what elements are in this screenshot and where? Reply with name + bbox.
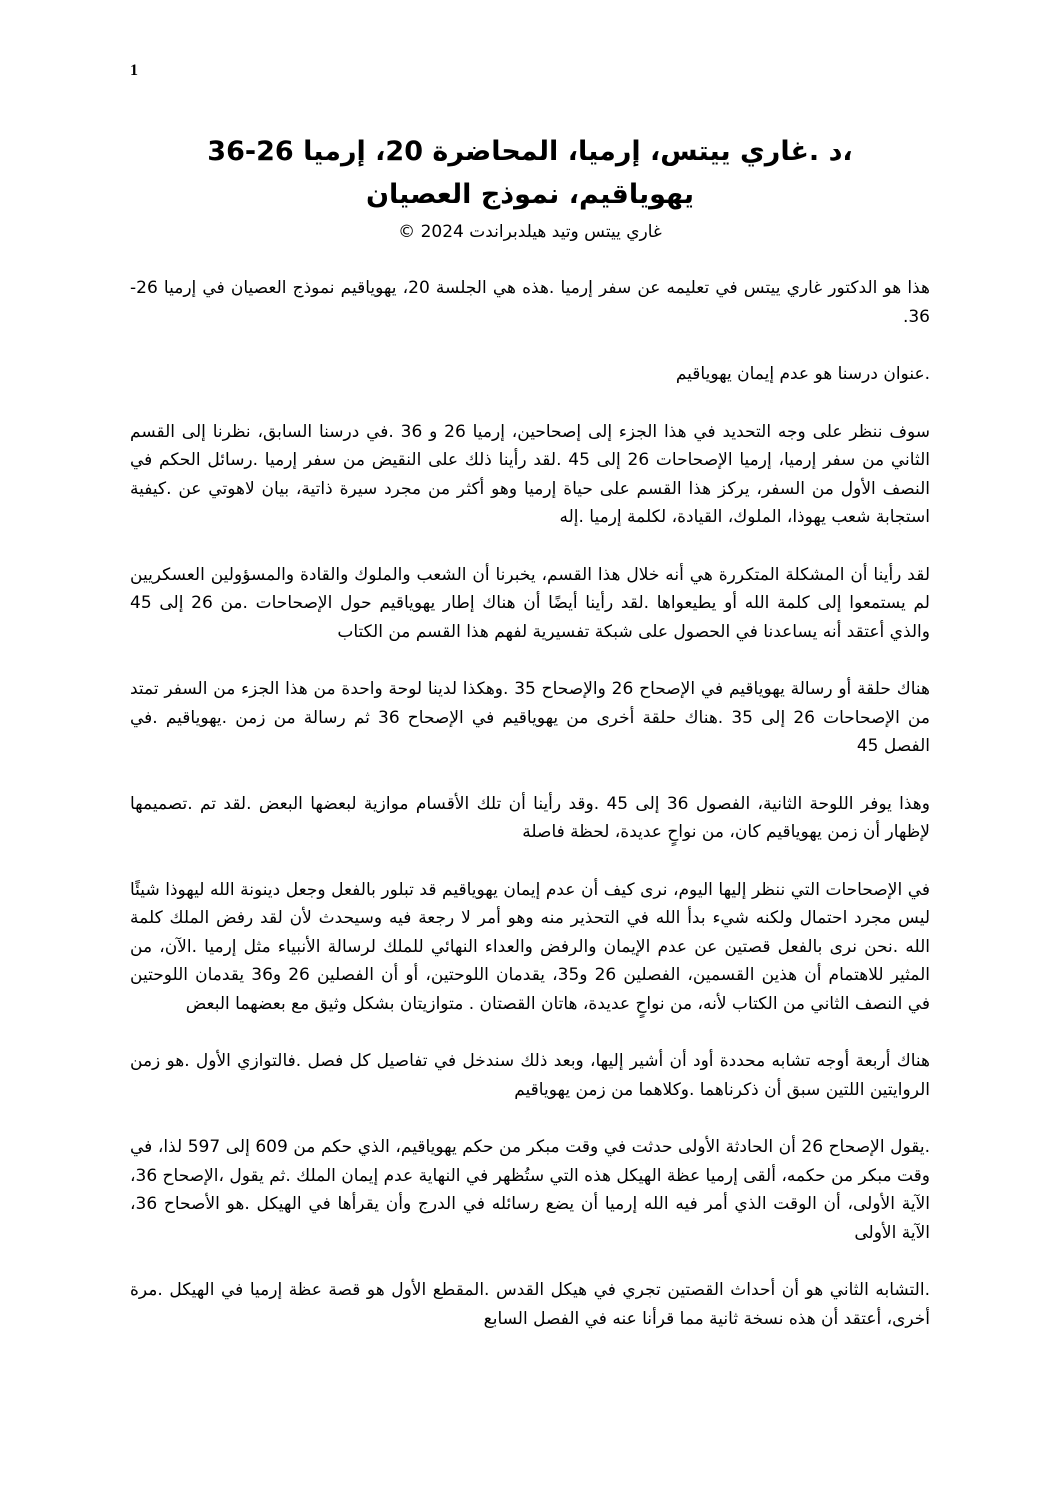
paragraph: هناك أربعة أوجه تشابه محددة أود أن أشير إليها، وبعد ذلك سندخل في تفاصيل كل فصل .فالتوازي الأول .هو زمن الروايتين اللتين سبق أن ذكرناهما .وكلاهما من زمن يهوياقيم: [130, 1051, 930, 1100]
page-number: 1: [130, 62, 138, 79]
paragraph: هناك حلقة أو رسالة يهوياقيم في الإصحاح 26 والإصحاح 35 .وهكذا لدينا لوحة واحدة من هذا الجزء من السفر تمتد من الإصحاحات 26 إلى 35 .هناك حلقة أخرى من يهوياقيم في الإصحاح 36 ثم رسالة من زمن .يهوياقيم .في الفصل 45: [130, 679, 930, 756]
document-body: [130, 130, 930, 1362]
paragraph: .يقول الإصحاح 26 أن الحادثة الأولى حدثت في وقت مبكر من حكم يهوياقيم، الذي حكم من 609 إلى 597 لذا، في وقت مبكر من حكمه، ألقى إرميا عظة الهيكل هذه التي ستُظهر في النهاية عدم إيمان الملك .ثم يقول ،الإصحاح 36، الآية الأولى، أن الوقت الذي أمر فيه الله إرميا أن يضع رسائله في الدرج وأن يقرأها في الهيكل .هو الأصحاح 36، الآية الأولى: [130, 1137, 930, 1243]
title-block: [130, 130, 930, 244]
paragraph-lesson-title: .عنوان درسنا هو عدم إيمان يهوياقيم: [675, 364, 930, 384]
document-title-line-2: يهوياقيم، نموذج العصيان: [365, 179, 695, 210]
copyright-notice: غاري ييتس وتيد هيلدبراندت 2024 ©: [398, 222, 662, 242]
paragraph-intro: هذا هو الدكتور غاري ييتس في تعليمه عن سفر إرميا .هذه هي الجلسة 20، يهوياقيم نموذج العصيان في إرميا 26-36.: [130, 278, 930, 327]
paragraph: في الإصحاحات التي ننظر إليها اليوم، نرى كيف أن عدم إيمان يهوياقيم قد تبلور بالفعل وجعل دينونة الله ليهوذا شيئًا ليس مجرد احتمال ولكنه شيء بدأ الله في التحذير منه وهو أمر لا رجعة فيه وسيحدث لأن لقد رفض الملك كلمة الله .نحن نرى بالفعل قصتين عن عدم الإيمان والرفض والعداء النهائي للملك لرسالة الأنبياء مثل إرميا .الآن، من المثير للاهتمام أن هذين القسمين، الفصلين 26 و35، يقدمان اللوحتين، أو أن الفصلين 26 و36 يقدمان اللوحتين في النصف الثاني من الكتاب لأنه، من نواحٍ عديدة، هاتان القصتان . متوازيتان بشكل وثيق مع بعضهما البعض: [130, 879, 930, 1014]
paragraph: .التشابه الثاني هو أن أحداث القصتين تجري في هيكل القدس .المقطع الأول هو قصة عظة إرميا في الهيكل .مرة أخرى، أعتقد أن هذه نسخة ثانية مما قرأنا عنه في الفصل السابع: [130, 1280, 930, 1329]
paragraph: لقد رأينا أن المشكلة المتكررة هي أنه خلال هذا القسم، يخبرنا أن الشعب والملوك والقادة والمسؤولين العسكريين لم يستمعوا إلى كلمة الله أو يطيعواها .لقد رأينا أيضًا أن هناك إطار يهوياقيم حول الإصحاحات .من 26 إلى 45 والذي أعتقد أنه يساعدنا في الحصول على شبكة تفسيرية لفهم هذا القسم من الكتاب: [130, 564, 930, 642]
document-title-line-1: ،د .غاري ييتس، إرميا، المحاضرة 20، إرميا 26-36: [207, 136, 853, 167]
paragraph: وهذا يوفر اللوحة الثانية، الفصول 36 إلى 45 .وقد رأينا أن تلك الأقسام موازية لبعضها البعض .لقد تم .تصميمها لإظهار أن زمن يهوياقيم كان، من نواحٍ عديدة، لحظة فاصلة: [130, 793, 930, 842]
paragraph: سوف ننظر على وجه التحديد في هذا الجزء إلى إصحاحين، إرميا 26 و 36 .في درسنا السابق، نظرنا إلى القسم الثاني من سفر إرميا، إرميا الإصحاحات 26 إلى 45 .لقد رأينا ذلك على النقيض من سفر إرميا .رسائل الحكم في النصف الأول من السفر، يركز هذا القسم على حياة إرميا وهو أكثر من مجرد سيرة ذاتية، بيان لاهوتي عن .كيفية استجابة شعب يهوذا، الملوك، القيادة، لكلمة إرميا .إله: [130, 421, 930, 527]
